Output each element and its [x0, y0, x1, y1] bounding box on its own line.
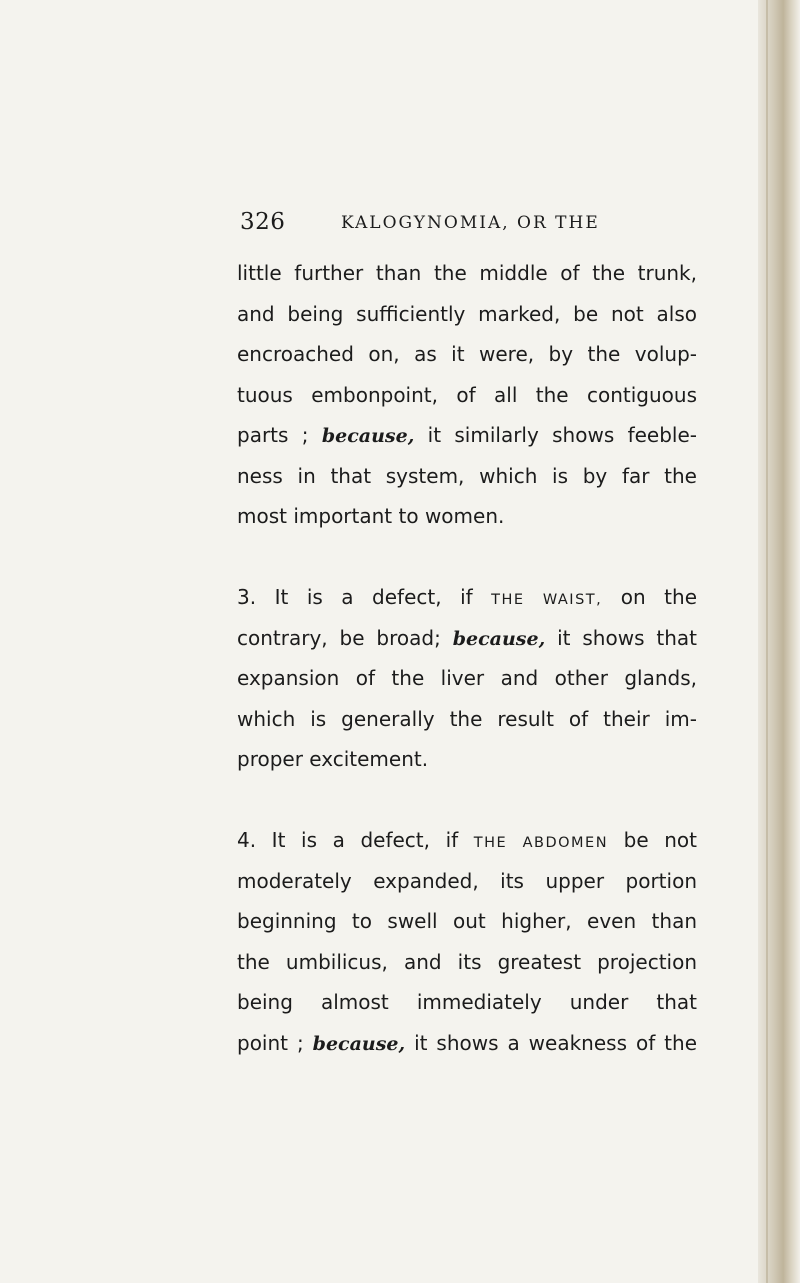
line-text: it shows that: [545, 625, 698, 650]
line-text: parts ;: [237, 423, 322, 447]
line-text: 3. It is a defect, if: [237, 585, 492, 609]
text-line: [237, 415, 697, 456]
line-text: 4. It is a defect, if: [237, 828, 474, 852]
body-text: [237, 253, 697, 1063]
text-line: encroached on, as it were, by the volup-: [237, 342, 697, 366]
text-line: [237, 618, 697, 659]
text-line: [237, 820, 697, 861]
line-text: it similarly shows feeble-: [414, 423, 698, 447]
page-number: 326: [240, 209, 286, 235]
text-line: expansion of the liver and other glands,: [237, 666, 697, 690]
text-line: tuous embonpoint, of all the contiguous: [237, 382, 697, 407]
text-line: and being sufficiently marked, be not also: [237, 301, 697, 326]
emphasis-word: because,: [312, 1032, 406, 1055]
line-text: on the: [602, 585, 697, 609]
running-head: KALOGYNOMIA, OR THE: [341, 213, 600, 233]
text-line: proper excitement.: [237, 747, 429, 771]
line-text: contrary, be broad;: [237, 625, 453, 650]
text-line: most important to women.: [237, 504, 505, 528]
text-line: the umbilicus, and its greatest projection: [237, 949, 697, 974]
text-line: which is generally the result of their im-: [237, 706, 697, 731]
text-line: beginning to swell out higher, even than: [237, 909, 697, 933]
small-caps-term: THE WAIST,: [491, 592, 603, 608]
text-line: ness in that system, which is by far the: [237, 463, 697, 488]
line-text: it shows a weakness of the: [405, 1030, 698, 1055]
page-header: [240, 207, 680, 241]
line-text: be not: [608, 828, 698, 852]
page-edge-shadow: [758, 0, 800, 1283]
text-line: moderately expanded, its upper portion: [237, 868, 697, 893]
emphasis-word: because,: [452, 627, 546, 650]
line-text: point ;: [237, 1030, 313, 1055]
text-line: [237, 577, 697, 618]
paragraph-gap: [237, 780, 697, 821]
text-line: being almost immediately under that: [237, 990, 697, 1014]
text-line: little further than the middle of the trunk,: [237, 261, 697, 285]
small-caps-term: THE ABDOMEN: [473, 835, 609, 851]
text-line: [237, 1023, 697, 1064]
emphasis-word: because,: [321, 425, 415, 447]
paragraph-gap: [237, 537, 697, 578]
